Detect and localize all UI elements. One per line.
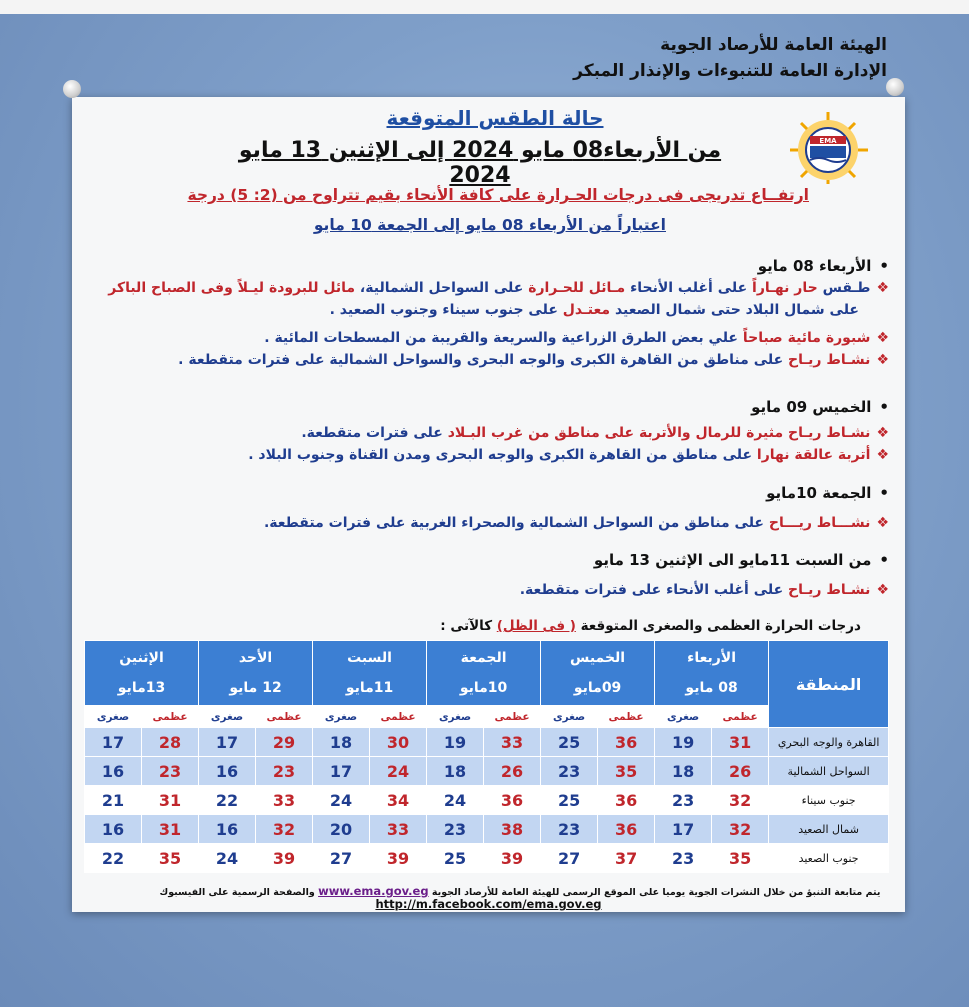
- region-name: القاهرة والوجه البحري: [769, 728, 889, 757]
- table-caption: درجات الحرارة العظمى والصغرى المتوقعة ( فى الظل) كالآتى :: [440, 618, 861, 634]
- max-label: عظمى: [712, 706, 769, 728]
- website-link[interactable]: www.ema.gov.eg: [318, 884, 429, 898]
- min-label: صغرى: [85, 706, 142, 728]
- table-row: القاهرة والوجه البحري 31 19 36 25 33 19 30 18 29 17 28 17: [85, 728, 889, 757]
- org-line-2: الإدارة العامة للتنبوءات والإنذار المبكر: [573, 61, 887, 81]
- diamond-bullet-icon: ❖: [876, 352, 889, 368]
- pin-icon: [63, 80, 81, 98]
- day-section-friday: •الجمعة 10مايو ❖نشـــاط ريـــاح على مناطق من السواحل الشمالية والصحراء الغربية على فترات متقطعة.: [263, 484, 889, 531]
- facebook-link[interactable]: http://m.facebook.com/ema.gov.eg: [375, 897, 602, 911]
- facebook-line: [72, 897, 905, 911]
- forecast-period: من الأربعاء08 مايو 2024 إلى الإثنين 13 مايو 2024: [238, 138, 722, 188]
- min-label: صغرى: [541, 706, 598, 728]
- day-title: الجمعة 10مايو: [766, 484, 872, 502]
- table-row: جنوب الصعيد 35 23 37 27 39 25 39 27 39 24 35 22: [85, 844, 889, 873]
- diamond-bullet-icon: ❖: [876, 515, 889, 531]
- pin-icon: [886, 78, 904, 96]
- region-header: المنطقة: [769, 641, 889, 728]
- day-title: من السبت 11مايو الى الإثنين 13 مايو: [593, 551, 872, 569]
- min-label: صغرى: [199, 706, 256, 728]
- table-header-row: [85, 641, 889, 706]
- day-section-sat-mon: •من السبت 11مايو الى الإثنين 13 مايو ❖نشـاط ريـاح على أغلب الأنحاء على فترات متقطعة.: [519, 551, 889, 598]
- ema-logo-icon: [776, 112, 876, 184]
- day-header: السبت 11مايو: [313, 641, 427, 706]
- header: [573, 32, 887, 84]
- region-name: جنوب سيناء: [769, 786, 889, 815]
- max-label: عظمى: [598, 706, 655, 728]
- min-label: صغرى: [313, 706, 370, 728]
- day-header: الإثنين 13مايو: [85, 641, 199, 706]
- diamond-bullet-icon: ❖: [876, 425, 889, 441]
- temperature-rise-note: ارتفــاع تدريجى فى درجات الحـرارة على كافة الأنحاء بقيم تتراوح من (2: 5) درجة: [187, 186, 809, 204]
- day-title: الخميس 09 مايو: [751, 398, 872, 416]
- max-label: عظمى: [142, 706, 199, 728]
- top-strip: [0, 0, 969, 14]
- diamond-bullet-icon: ❖: [876, 447, 889, 463]
- day-title: الأربعاء 08 مايو: [757, 257, 872, 275]
- logo-text: EMA: [819, 137, 837, 145]
- table-row: جنوب سيناء 32 23 36 25 36 24 34 24 33 22 31 21: [85, 786, 889, 815]
- region-name: جنوب الصعيد: [769, 844, 889, 873]
- min-label: صغرى: [655, 706, 712, 728]
- day-section-wednesday: •الأربعاء 08 مايو ❖طـقس حار نهـاراً على أغلب الأنحاء مـائل للحـرارة على السواحل الشمالية، مائل للبرودة ليـلاً وفى الصباح الباكر على شمال البلاد حتى شمال الصعيد معتـدل على جنوب سيناء وجنوب الصعيد . ❖شبورة مائية صباحاً علي بعض الطرق الزراعية والسريعة والقريبة من المسطحات المائية . ❖نشـاط ريـاح على مناطق من القاهرة الكبرى والوجه البحرى والسواحل الشمالية على فترات متقطعة .: [108, 257, 889, 368]
- max-label: عظمى: [370, 706, 427, 728]
- temperature-table: [84, 640, 889, 873]
- page-title: حالة الطقس المتوقعة: [386, 106, 604, 130]
- table-row: السواحل الشمالية 26 18 35 23 26 18 24 17 23 16 23 16: [85, 757, 889, 786]
- diamond-bullet-icon: ❖: [876, 280, 889, 296]
- footer-note: يتم متابعة التنبؤ من خلال النشرات الجوية يوميا على الموقع الرسمى للهيئة العامة للأرصاد الجوية www.ema.gov.eg والصفحة الرسمية على الفيسبوك: [159, 884, 881, 898]
- max-label: عظمى: [256, 706, 313, 728]
- min-label: صغرى: [427, 706, 484, 728]
- region-name: شمال الصعيد: [769, 815, 889, 844]
- day-header: الأربعاء 08 مايو: [655, 641, 769, 706]
- table-subheader-row: [85, 706, 889, 728]
- diamond-bullet-icon: ❖: [876, 582, 889, 598]
- max-label: عظمى: [484, 706, 541, 728]
- rise-period-note: اعتباراً من الأربعاء 08 مايو إلى الجمعة 10 مايو: [313, 216, 666, 234]
- day-header: الجمعة 10مايو: [427, 641, 541, 706]
- day-header: الخميس 09مايو: [541, 641, 655, 706]
- region-name: السواحل الشمالية: [769, 757, 889, 786]
- day-section-thursday: •الخميس 09 مايو ❖نشـاط ريـاح مثيرة للرمال والأتربة على مناطق من غرب البـلاد على فترات متقطعة. ❖أتربة عالقة نهارا على مناطق من القاهرة الكبرى والوجه البحرى ومدن القناة وجنوب البلاد .: [248, 398, 889, 463]
- diamond-bullet-icon: ❖: [876, 330, 889, 346]
- org-line-1: الهيئة العامة للأرصاد الجوية: [660, 35, 887, 55]
- table-row: شمال الصعيد 32 17 36 23 38 23 33 20 32 16 31 16: [85, 815, 889, 844]
- day-header: الأحد 12 مايو: [199, 641, 313, 706]
